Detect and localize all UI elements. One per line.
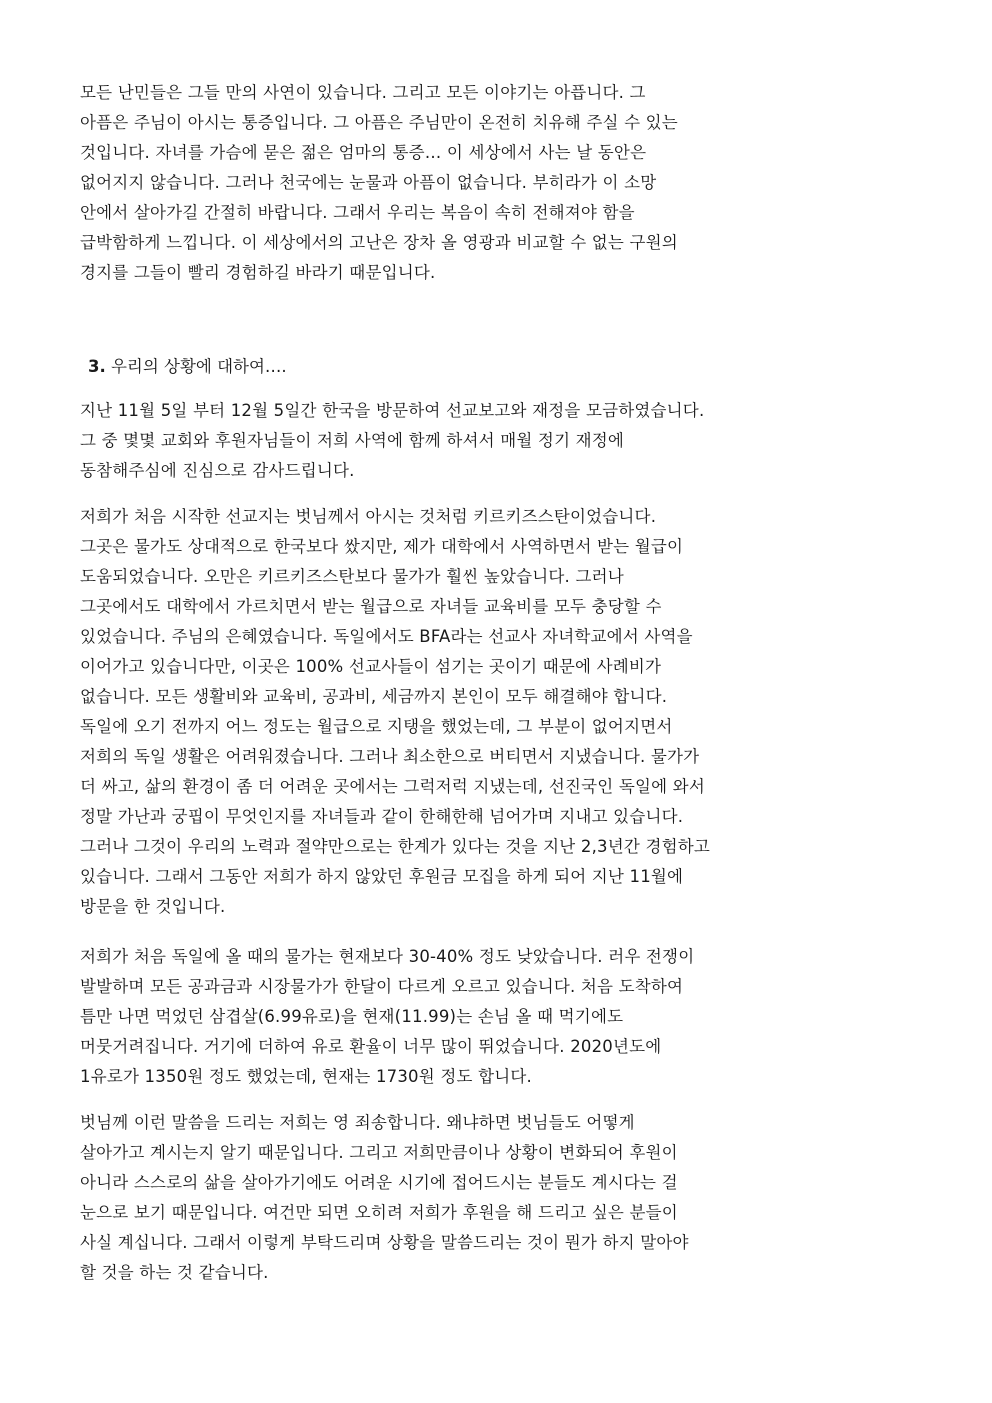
text-line: 사실 계십니다. 그래서 이렇게 부탁드리며 상황을 말씀드리는 것이 뭔가 하지 말아야 bbox=[80, 1233, 689, 1252]
paragraph-mission-history bbox=[80, 502, 910, 922]
text-line: 경지를 그들이 빨리 경험하길 바라기 때문입니다. bbox=[80, 263, 436, 282]
text-line: 정말 가난과 궁핍이 무엇인지를 자녀들과 같이 한해한해 넘어가며 지내고 있습니다. bbox=[80, 807, 684, 826]
text-line: 동참해주심에 진심으로 감사드립니다. bbox=[80, 461, 355, 480]
text-line: 할 것을 하는 것 같습니다. bbox=[80, 1263, 269, 1282]
text-line: 없습니다. 모든 생활비와 교육비, 공과비, 세금까지 본인이 모두 해결해야 합니다. bbox=[80, 687, 668, 706]
paragraph-visit-korea bbox=[80, 396, 910, 486]
text-line: 것입니다. 자녀를 가슴에 묻은 젊은 엄마의 통증… 이 세상에서 사는 날 동안은 bbox=[80, 143, 647, 162]
text-line: 도움되었습니다. 오만은 키르키즈스탄보다 물가가 훨씬 높았습니다. 그러나 bbox=[80, 567, 624, 586]
text-line: 그 중 몇몇 교회와 후원자님들이 저희 사역에 함께 하셔서 매월 정기 재정에 bbox=[80, 431, 625, 450]
text-line: 벗님께 이런 말씀을 드리는 저희는 영 죄송합니다. 왜냐하면 벗님들도 어떻게 bbox=[80, 1113, 635, 1132]
text-line: 이어가고 있습니다만, 이곳은 100% 선교사들이 섬기는 곳이기 때문에 사례비가 bbox=[80, 657, 662, 676]
text-line: 발발하며 모든 공과금과 시장물가가 한달이 다르게 오르고 있습니다. 처음 도착하여 bbox=[80, 977, 684, 996]
paragraph-refugees bbox=[80, 78, 910, 288]
text-line: 머뭇거려집니다. 거기에 더하여 유로 환율이 너무 많이 뛰었습니다. 2020년도에 bbox=[80, 1037, 662, 1056]
text-line: 더 싸고, 삶의 환경이 좀 더 어려운 곳에서는 그럭저럭 지냈는데, 선진국인 독일에 와서 bbox=[80, 777, 705, 796]
text-line: 1유로가 1350원 정도 했었는데, 현재는 1730원 정도 합니다. bbox=[80, 1067, 532, 1086]
paragraph-prices bbox=[80, 942, 910, 1092]
text-line: 그곳은 물가도 상대적으로 한국보다 쌌지만, 제가 대학에서 사역하면서 받는 월급이 bbox=[80, 537, 684, 556]
text-line: 눈으로 보기 때문입니다. 여건만 되면 오히려 저희가 후원을 해 드리고 싶은 분들이 bbox=[80, 1203, 678, 1222]
text-line: 안에서 살아가길 간절히 바랍니다. 그래서 우리는 복음이 속히 전해져야 함을 bbox=[80, 203, 635, 222]
text-line: 아니라 스스로의 삶을 살아가기에도 어려운 시기에 접어드시는 분들도 계시다는 걸 bbox=[80, 1173, 678, 1192]
text-line: 저희가 처음 독일에 올 때의 물가는 현재보다 30-40% 정도 낮았습니다. 러우 전쟁이 bbox=[80, 947, 695, 966]
text-line: 지난 11월 5일 부터 12월 5일간 한국을 방문하여 선교보고와 재정을 모금하였습니다. bbox=[80, 401, 705, 420]
text-line: 그러나 그것이 우리의 노력과 절약만으로는 한계가 있다는 것을 지난 2,3년간 경험하고 bbox=[80, 837, 711, 856]
section-number: 3. bbox=[88, 357, 106, 376]
text-line: 저희가 처음 시작한 선교지는 벗님께서 아시는 것처럼 키르키즈스탄이었습니다. bbox=[80, 507, 657, 526]
text-line: 저희의 독일 생활은 어려워졌습니다. 그러나 최소한으로 버티면서 지냈습니다. 물가가 bbox=[80, 747, 700, 766]
paragraph-apology bbox=[80, 1108, 910, 1288]
section-heading bbox=[88, 352, 287, 382]
section-title: 우리의 상황에 대하여…. bbox=[105, 357, 287, 376]
text-line: 없어지지 않습니다. 그러나 천국에는 눈물과 아픔이 없습니다. 부히라가 이 소망 bbox=[80, 173, 657, 192]
text-line: 아픔은 주님이 아시는 통증입니다. 그 아픔은 주님만이 온전히 치유해 주실 수 있는 bbox=[80, 113, 678, 132]
text-line: 모든 난민들은 그들 만의 사연이 있습니다. 그리고 모든 이야기는 아픕니다. 그 bbox=[80, 83, 646, 102]
text-line: 있었습니다. 주님의 은혜였습니다. 독일에서도 BFA라는 선교사 자녀학교에서 사역을 bbox=[80, 627, 693, 646]
text-line: 있습니다. 그래서 그동안 저희가 하지 않았던 후원금 모집을 하게 되어 지난 11월에 bbox=[80, 867, 684, 886]
text-line: 방문을 한 것입니다. bbox=[80, 897, 226, 916]
text-line: 독일에 오기 전까지 어느 정도는 월급으로 지탱을 했었는데, 그 부분이 없어지면서 bbox=[80, 717, 673, 736]
text-line: 틈만 나면 먹었던 삼겹살(6.99유로)을 현재(11.99)는 손님 올 때 먹기에도 bbox=[80, 1007, 624, 1026]
text-line: 그곳에서도 대학에서 가르치면서 받는 월급으로 자녀들 교육비를 모두 충당할 수 bbox=[80, 597, 662, 616]
text-line: 살아가고 계시는지 알기 때문입니다. 그리고 저희만큼이나 상황이 변화되어 후원이 bbox=[80, 1143, 678, 1162]
text-line: 급박함하게 느낍니다. 이 세상에서의 고난은 장차 올 영광과 비교할 수 없는 구원의 bbox=[80, 233, 678, 252]
